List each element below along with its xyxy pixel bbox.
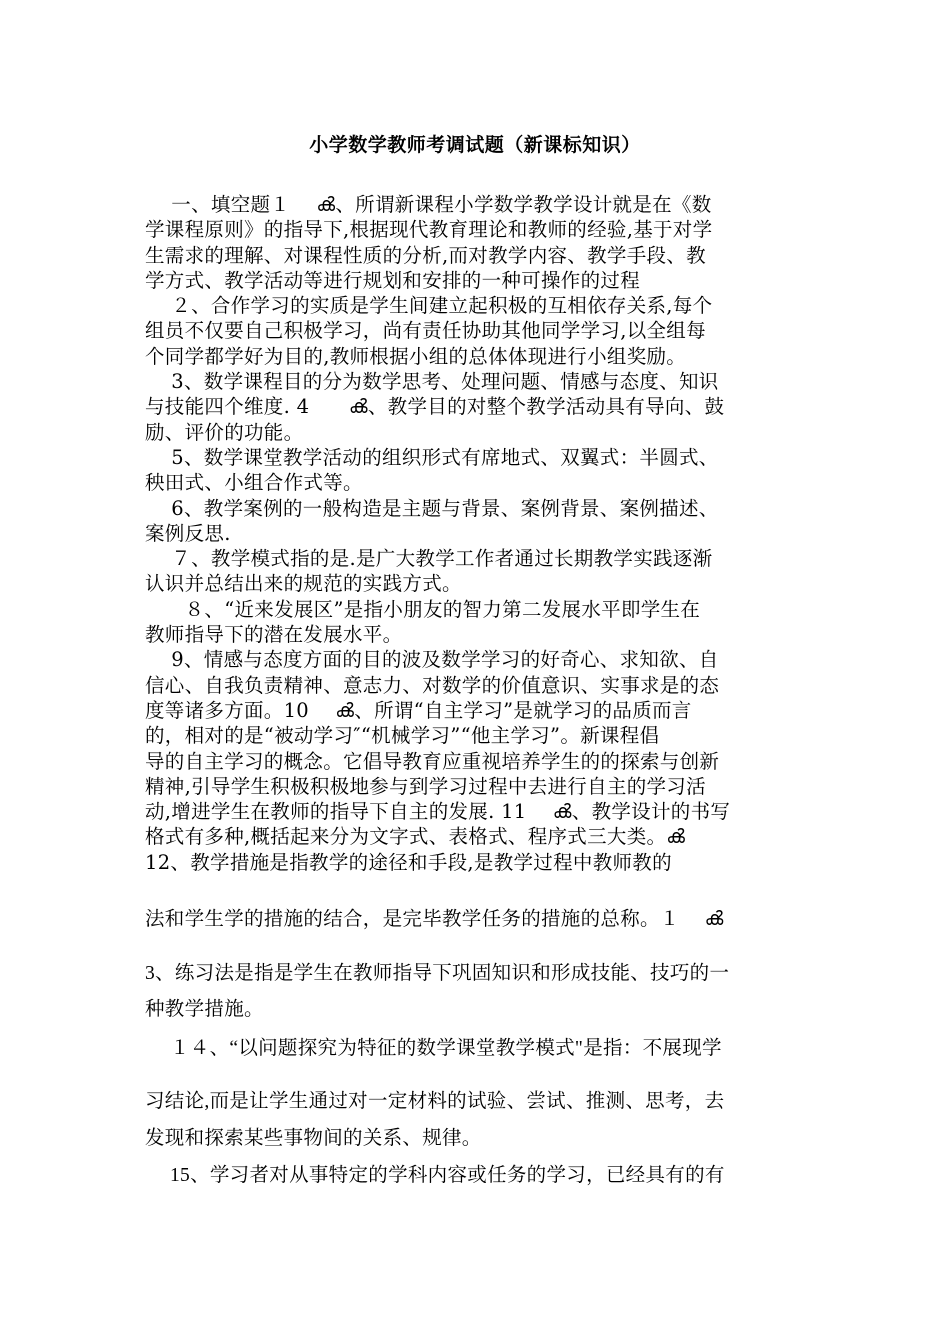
text-line: 动,增进学生在教师的指导下自主的发展. 11 ൿ、教学设计的书写	[145, 800, 731, 824]
text-line: 6、教学案例的一般构造是主题与背景、案例背景、案例描述、	[145, 496, 719, 520]
text-line: 生需求的理解、对课程性质的分析,而对教学内容、教学手段、教	[145, 243, 706, 267]
text-line: 3、练习法是指是学生在教师指导下巩固知识和形成技能、技巧的一	[145, 963, 730, 984]
text-line: 秧田式、小组合作式等。	[145, 471, 363, 495]
text-line: １４、“以问题探究为特征的数学课堂教学模式"是指：不展现学	[145, 1038, 722, 1059]
text-line: 学课程原则》的指导下,根据现代教育理论和教师的经验,基于对学	[145, 218, 713, 242]
text-line: 个同学都学好为目的,教师根据小组的总体体现进行小组奖励。	[145, 344, 687, 368]
text-line: 案例反思.	[145, 521, 231, 545]
text-line: 信心、自我负责精神、意志力、对数学的价值意识、实事求是的态	[145, 673, 720, 697]
text-line: 一、填空题１ ൿ、所谓新课程小学数学教学设计就是在《数	[145, 193, 712, 216]
text-line: 教师指导下的潜在发展水平。	[145, 623, 403, 647]
text-line: 格式有多种,概括起来分为文字式、表格式、程序式三大类。ൿ	[145, 825, 686, 849]
question-block-1	[145, 192, 805, 875]
text-line: 种教学措施。	[145, 999, 264, 1020]
text-line: ７、教学模式指的是.是广大教学工作者通过长期教学实践逐渐	[145, 547, 713, 571]
text-line: ２、合作学习的实质是学生间建立起积极的互相依存关系,每个	[145, 294, 713, 318]
text-line: 5、数学课堂教学活动的组织形式有席地式、双翼式：半圆式、	[145, 445, 719, 469]
text-line: 学方式、教学活动等进行规划和安排的一种可操作的过程	[145, 268, 641, 292]
text-line: 励、评价的功能。	[145, 420, 304, 444]
text-line: ８、“近来发展区”是指小朋友的智力第二发展水平即学生在	[145, 597, 701, 621]
text-line: 导的自主学习的概念。它倡导教育应重视培养学生的的探索与创新	[145, 749, 720, 773]
text-line: 9、情感与态度方面的目的波及数学学习的好奇心、求知欲、自	[145, 648, 719, 672]
text-line: 精神,引导学生积极积极地参与到学习过程中去进行自主的学习活	[145, 774, 706, 798]
text-line: 12、教学措施是指教学的途径和手段,是教学过程中教师教的	[145, 850, 672, 874]
text-line: 法和学生学的措施的结合，是完毕教学任务的措施的总称。１ ൿ	[145, 909, 724, 930]
text-line: 度等诸多方面。10 ൿ、所谓“自主学习”是就学习的品质而言	[145, 698, 692, 722]
text-line: 认识并总结出来的规范的实践方式。	[145, 572, 462, 596]
text-line: 与技能四个维度. 4 ൿ、教学目的对整个教学活动具有导向、鼓	[145, 395, 725, 419]
document-title: 小学数学教师考调试题（新课标知识）	[309, 134, 641, 156]
text-line: 15、学习者对从事特定的学科内容或任务的学习，已经具有的有	[145, 1165, 725, 1186]
text-line: 组员不仅要自己积极学习，尚有责任协助其他同学学习,以全组每	[145, 319, 706, 343]
text-line: 的，相对的是“被动学习″“机械学习”“他主学习”。新课程倡	[145, 724, 660, 748]
text-line: 发现和探索某些事物间的关系、规律。	[145, 1128, 482, 1149]
text-line: 3、数学课程目的分为数学思考、处理问题、情感与态度、知识	[145, 370, 719, 394]
text-line: 习结论,而是让学生通过对一定材料的试验、尝试、推测、思考，去	[145, 1091, 725, 1112]
